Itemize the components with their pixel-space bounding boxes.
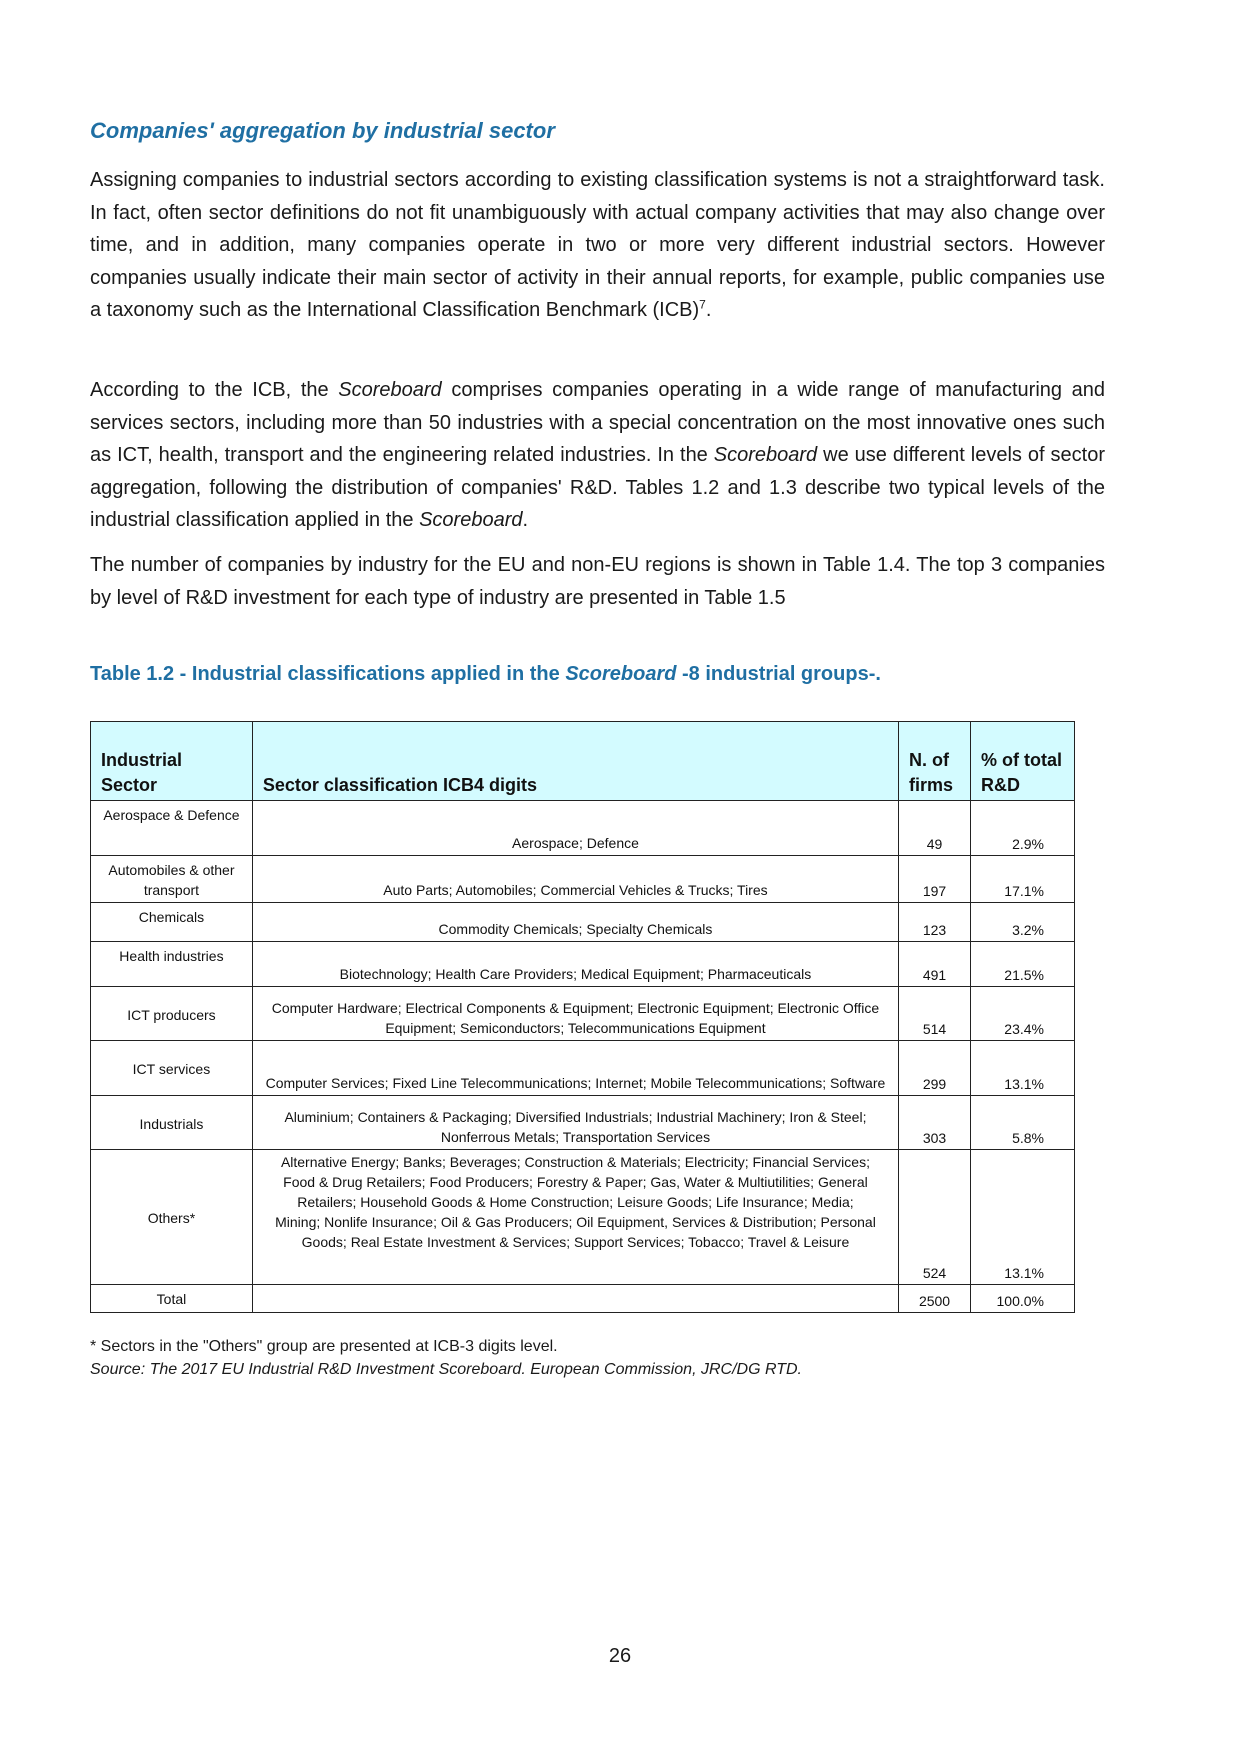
- classification-cell: Alternative Energy; Banks; Beverages; Construction & Materials; Electricity; Financial Services; Food & Drug Retailers; Food Producers; Forestry & Paper; Gas, Water & Multiutilities; General Retailers; Household Goods & Home Construction; Leisure Goods; Life Insurance; Media; Mining; Nonlife Insurance; Oil & Gas Producers; Oil Equipment, Services & Distribution; Personal Goods; Real Estate Investment & Services; Support Services; Tobacco; Travel & Leisure: [252, 1150, 898, 1285]
- table-row: [91, 987, 1075, 1041]
- firms-cell: 524: [899, 1150, 971, 1285]
- sector-cell: Automobiles & other transport: [91, 856, 253, 903]
- rd-share-cell: 21.5%: [971, 942, 1075, 987]
- industrial-classification-table: [90, 721, 1075, 1313]
- table-row: [91, 1096, 1075, 1150]
- sector-cell: Chemicals: [91, 903, 253, 942]
- table-title-emphasis: Scoreboard: [565, 663, 677, 685]
- rd-share-cell: 17.1%: [971, 856, 1075, 903]
- sector-cell: Others*: [91, 1150, 253, 1285]
- firms-cell: 491: [899, 942, 971, 987]
- table-title-part: Table 1.2 - Industrial classifications applied in the: [90, 663, 566, 685]
- header-percent-rd: % of total R&D: [971, 722, 1075, 801]
- rd-share-cell: 23.4%: [971, 987, 1075, 1041]
- table-footnote: * Sectors in the "Others" group are presented at ICB-3 digits level.: [90, 1338, 558, 1355]
- table-total-row: [91, 1285, 1075, 1313]
- firms-cell: 49: [899, 801, 971, 856]
- table-row: [91, 801, 1075, 856]
- classification-cell: Biotechnology; Health Care Providers; Medical Equipment; Pharmaceuticals: [252, 942, 898, 987]
- page-number: 26: [608, 1645, 632, 1667]
- rd-share-cell: 13.1%: [971, 1150, 1075, 1285]
- firms-cell: 514: [899, 987, 971, 1041]
- rd-share-cell: 2.9%: [971, 801, 1075, 856]
- header-industrial-sector: Industrial Sector: [91, 722, 253, 801]
- sector-cell: Health industries: [91, 942, 253, 987]
- header-number-of-firms: N. of firms: [899, 722, 971, 801]
- table-source: Source: The 2017 EU Industrial R&D Investment Scoreboard. European Commission, JRC/DG RTD.: [90, 1361, 802, 1378]
- sector-cell: ICT services: [91, 1041, 253, 1096]
- rd-share-cell: 3.2%: [971, 903, 1075, 942]
- rd-share-cell: 13.1%: [971, 1041, 1075, 1096]
- paragraph-2-part: According to the ICB, the: [90, 379, 339, 401]
- total-firms-cell: 2500: [899, 1285, 971, 1313]
- firms-cell: 303: [899, 1096, 971, 1150]
- classification-cell: Aluminium; Containers & Packaging; Diversified Industrials; Industrial Machinery; Iron & Steel; Nonferrous Metals; Transportation Services: [252, 1096, 898, 1150]
- sector-cell: Industrials: [91, 1096, 253, 1150]
- table-row: [91, 856, 1075, 903]
- paragraph-2-part: we use different levels of sector aggregation, following the distribution of companies' R&D. Tables 1.2 and 1.3 describe two typical levels of the industrial classification applied in the: [90, 444, 1105, 531]
- paragraph-1-end: .: [705, 299, 712, 321]
- paragraph-2-part: .: [522, 509, 529, 531]
- table-row: [91, 1041, 1075, 1096]
- classification-cell: Computer Hardware; Electrical Components & Equipment; Electronic Equipment; Electronic Office Equipment; Semiconductors; Telecommunications Equipment: [252, 987, 898, 1041]
- total-rd-cell: 100.0%: [971, 1285, 1075, 1313]
- firms-cell: 299: [899, 1041, 971, 1096]
- table-row: [91, 903, 1075, 942]
- table-title: [90, 663, 881, 686]
- scoreboard-emphasis: Scoreboard: [338, 379, 442, 401]
- paragraph-3: The number of companies by industry for the EU and non-EU regions is shown in Table 1.4. The top 3 companies by level of R&D investment for each type of industry are presented in Table 1.5: [90, 554, 1105, 609]
- classification-cell: Aerospace; Defence: [252, 801, 898, 856]
- paragraph-1: [90, 164, 1105, 327]
- paragraph-2-part: comprises companies operating in a wide range of manufacturing and services sectors, including more than 50 industries with a special concentration on the most innovative ones such as ICT, health, transport and the engineering related industries. In the: [90, 379, 1106, 466]
- scoreboard-emphasis: Scoreboard: [419, 509, 523, 531]
- scoreboard-emphasis: Scoreboard: [713, 444, 818, 466]
- firms-cell: 197: [899, 856, 971, 903]
- table-header-row: [91, 722, 1075, 801]
- classification-cell: Computer Services; Fixed Line Telecommunications; Internet; Mobile Telecommunications; Software: [252, 1041, 898, 1096]
- paragraph-2: [90, 374, 1105, 537]
- rd-share-cell: 5.8%: [971, 1096, 1075, 1150]
- total-label-cell: Total: [91, 1285, 253, 1313]
- table-row: [91, 942, 1075, 987]
- section-title: Companies' aggregation by industrial sector: [90, 118, 555, 143]
- sector-cell: Aerospace & Defence: [91, 801, 253, 856]
- classification-cell: Commodity Chemicals; Specialty Chemicals: [252, 903, 898, 942]
- paragraph-1-text: Assigning companies to industrial sectors according to existing classification systems is not a straightforward task. In fact, often sector definitions do not fit unambiguously with actual company activities that may also change over time, and in addition, many companies operate in two or more very different industrial sectors. However companies usually indicate their main sector of activity in their annual reports, for example, public companies use a taxonomy such as the International Classification Benchmark (ICB): [90, 169, 1105, 321]
- header-sector-classification: Sector classification ICB4 digits: [252, 722, 898, 801]
- firms-cell: 123: [899, 903, 971, 942]
- sector-cell: ICT producers: [91, 987, 253, 1041]
- total-classification-cell: [252, 1285, 898, 1313]
- table-row: [91, 1150, 1075, 1285]
- footnote-ref[interactable]: 7: [699, 297, 706, 312]
- table-title-part: -8 industrial groups-.: [676, 663, 881, 685]
- classification-cell: Auto Parts; Automobiles; Commercial Vehicles & Trucks; Tires: [252, 856, 898, 903]
